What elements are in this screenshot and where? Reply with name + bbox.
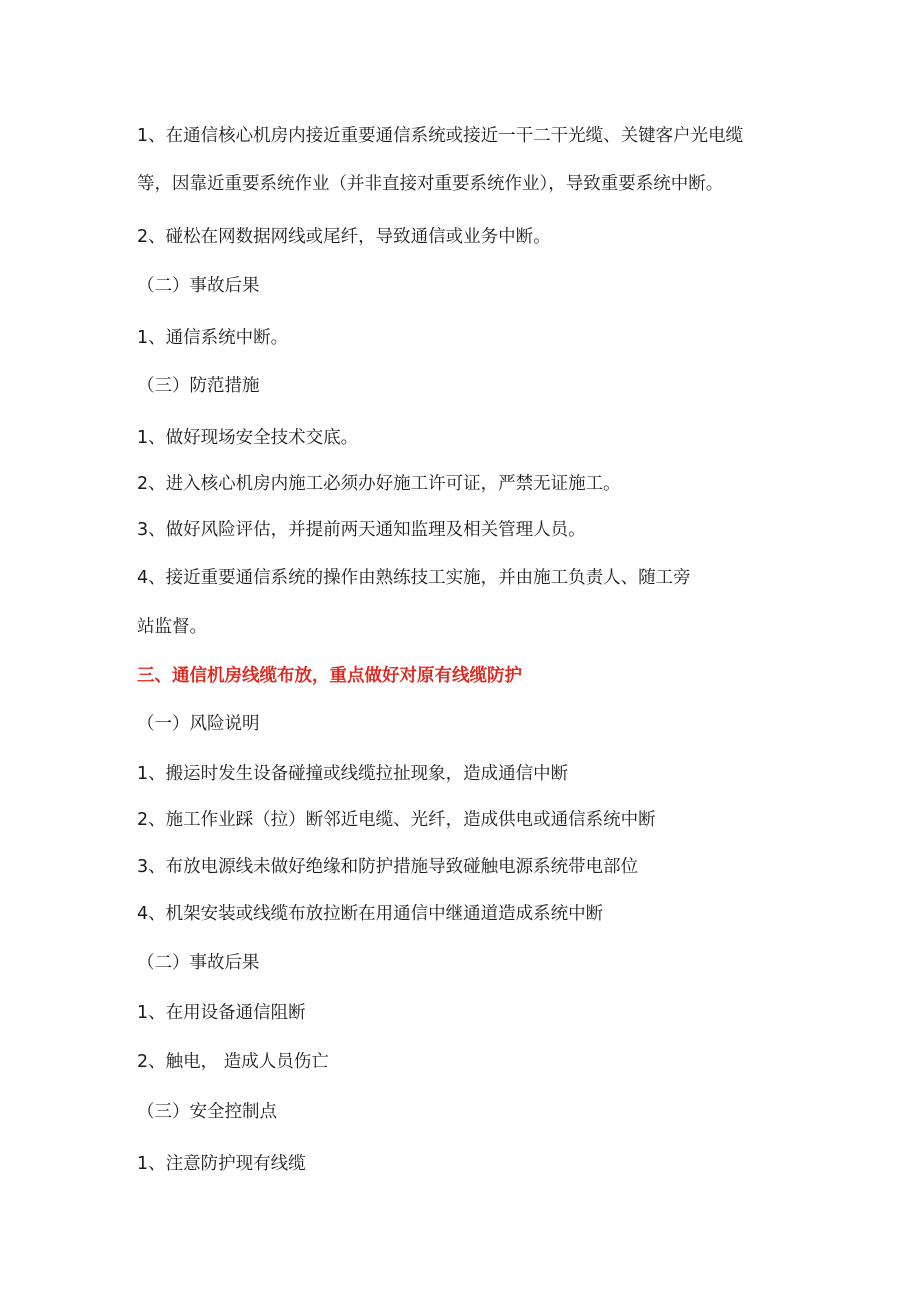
paragraph-risk-desc-item-1: 1、搬运时发生设备碰撞或线缆拉扯现象，造成通信中断 bbox=[137, 764, 569, 784]
paragraph-risk-desc-item-2: 2、施工作业踩（拉）断邻近电缆、光纤，造成供电或通信系统中断 bbox=[137, 810, 656, 830]
section-heading-cable-laying: 三、通信机房线缆布放，重点做好对原有线缆防护 bbox=[137, 666, 522, 686]
paragraph-risk-item-1-line-2: 等，因靠近重要系统作业（并非直接对重要系统作业），导致重要系统中断。 bbox=[137, 174, 724, 194]
paragraph-control-item-1: 1、注意防护现有线缆 bbox=[137, 1154, 306, 1174]
paragraph-measure-item-3: 3、做好风险评估，并提前两天通知监理及相关管理人员。 bbox=[137, 520, 586, 540]
paragraph-measure-item-1: 1、做好现场安全技术交底。 bbox=[137, 428, 359, 448]
subheading-risk-description: （一）风险说明 bbox=[137, 714, 260, 734]
paragraph-consequence-item-1: 1、通信系统中断。 bbox=[137, 328, 289, 348]
subheading-accident-consequence-2: （二）事故后果 bbox=[137, 953, 260, 973]
paragraph-risk-item-2: 2、碰松在网数据网线或尾纤，导致通信或业务中断。 bbox=[137, 227, 551, 247]
subheading-safety-control-points: （三）安全控制点 bbox=[137, 1102, 277, 1122]
paragraph-consequence2-item-2: 2、触电， 造成人员伤亡 bbox=[137, 1052, 329, 1072]
paragraph-measure-item-4-line-2: 站监督。 bbox=[137, 617, 207, 637]
paragraph-risk-item-1-line-1: 1、在通信核心机房内接近重要通信系统或接近一干二干光缆、关键客户光电缆 bbox=[137, 126, 744, 146]
paragraph-consequence2-item-1: 1、在用设备通信阻断 bbox=[137, 1003, 306, 1023]
subheading-accident-consequence: （二）事故后果 bbox=[137, 276, 260, 296]
paragraph-risk-desc-item-3: 3、布放电源线未做好绝缘和防护措施导致碰触电源系统带电部位 bbox=[137, 857, 639, 877]
paragraph-measure-item-2: 2、进入核心机房内施工必须办好施工许可证，严禁无证施工。 bbox=[137, 474, 621, 494]
subheading-preventive-measures: （三）防范措施 bbox=[137, 376, 260, 396]
paragraph-risk-desc-item-4: 4、机架安装或线缆布放拉断在用通信中继通道造成系统中断 bbox=[137, 904, 604, 924]
paragraph-measure-item-4-line-1: 4、接近重要通信系统的操作由熟练技工实施，并由施工负责人、随工旁 bbox=[137, 568, 691, 588]
